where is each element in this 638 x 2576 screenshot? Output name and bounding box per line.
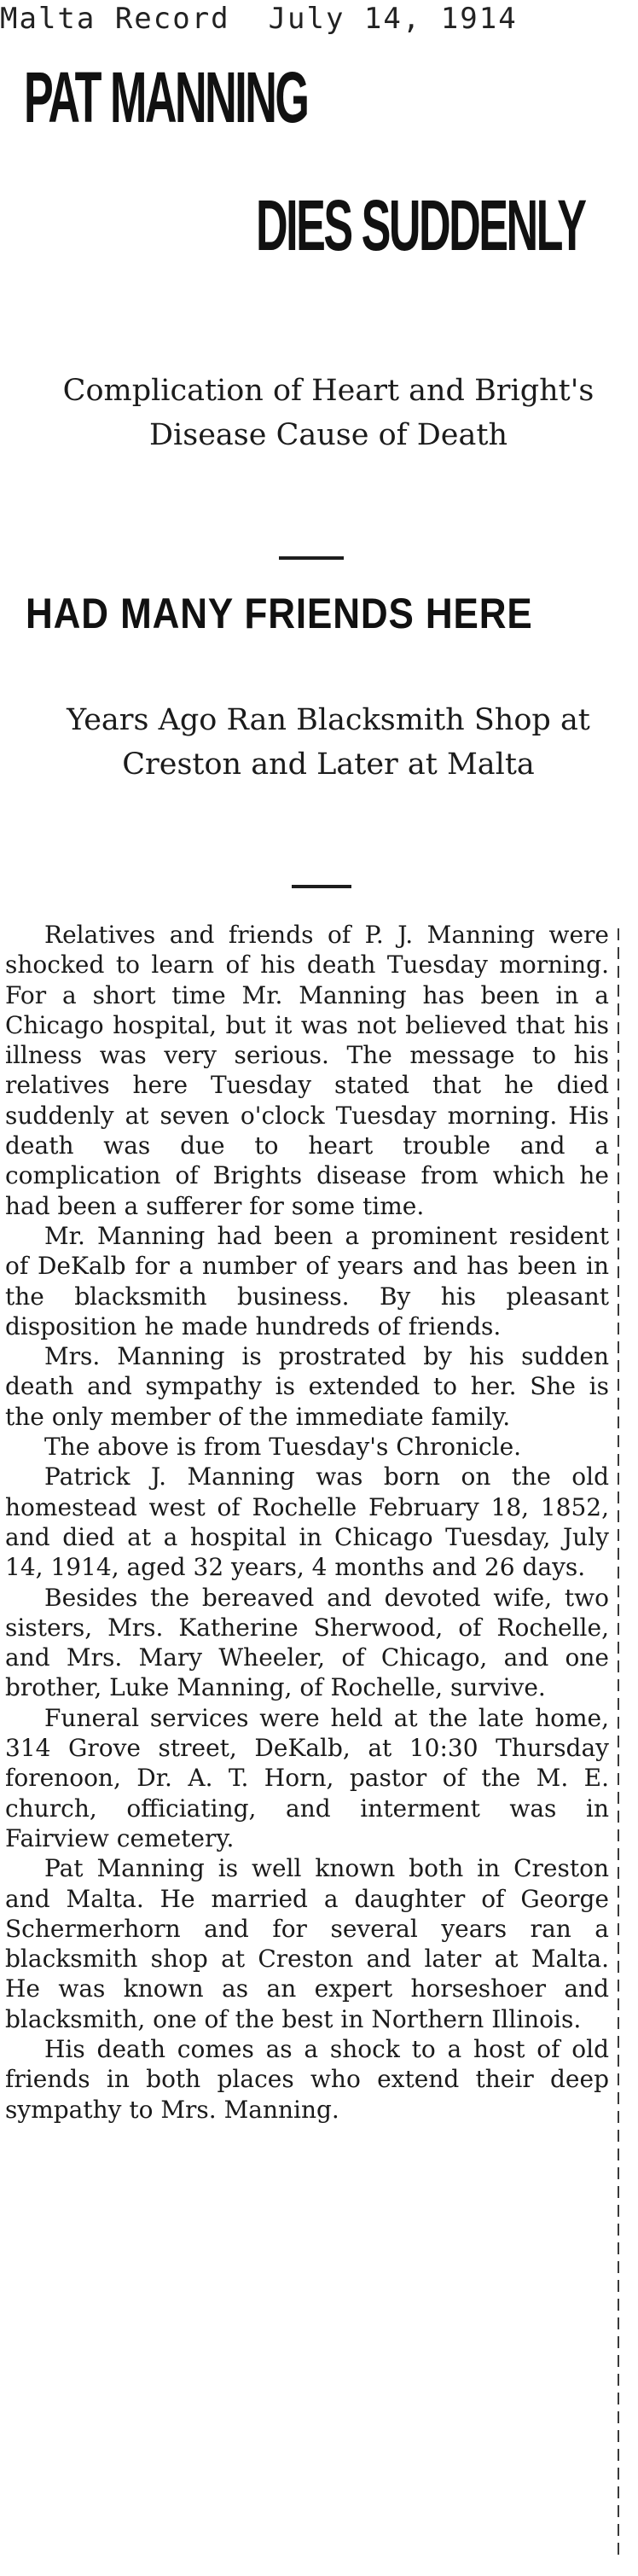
article-paragraph: Funeral services were held at the late home, 314 Grove street, DeKalb, at 10:30 Thursday forenoon, Dr. A. T. Horn, pastor of the M. E. church, officiating, and interment was in Fairview cemetery. <box>5 1703 609 1852</box>
section-divider <box>279 556 344 560</box>
article-paragraph: Mr. Manning had been a prominent resident of DeKalb for a number of years and has been in the blacksmith business. By his pleasant disposition he made hundreds of friends. <box>5 1221 609 1340</box>
article-body <box>5 920 609 2125</box>
article-paragraph: The above is from Tuesday's Chronicle. <box>44 1433 522 1462</box>
headline-line-2: DIES SUDDENLY <box>256 185 585 265</box>
column-rule <box>618 928 619 2558</box>
subheadline-blacksmith-shop: Years Ago Ran Blacksmith Shop at Creston and Later at Malta <box>67 703 590 782</box>
headline-line-1: PAT MANNING <box>24 57 308 137</box>
article-paragraph: Mrs. Manning is prostrated by his sudden death and sympathy is extended to her. She is the only member of the immediate family. <box>5 1342 609 1431</box>
article-paragraph: Besides the bereaved and devoted wife, two sisters, Mrs. Katherine Sherwood, of Rochelle, and Mrs. Mary Wheeler, of Chicago, and one brother, Luke Manning, of Rochelle, survive. <box>5 1583 609 1702</box>
article-paragraph: Relatives and friends of P. J. Manning were shocked to learn of his death Tuesday morning. For a short time Mr. Manning has been in a Chicago hospital, but it was not believed that his illness was very serious. The message to his relatives here Tuesday stated that he died suddenly at seven o'clock Tuesday morning. His death was due to heart trouble and a complication of Brights disease from which he had been a sufferer for some time. <box>5 921 609 1220</box>
article-paragraph: Patrick J. Manning was born on the old homestead west of Rochelle February 18, 1852, and died at a hospital in Chicago Tuesday, July 14, 1914, aged 32 years, 4 months and 26 days. <box>5 1462 609 1582</box>
source-dateline: Malta Record July 14, 1914 <box>0 2 518 36</box>
section-divider <box>292 885 351 888</box>
article-paragraph: His death comes as a shock to a host of old friends in both places who extend their deep sympathy to Mrs. Manning. <box>5 2034 609 2124</box>
subheadline-cause-of-death: Complication of Heart and Bright's Disease Cause of Death <box>62 374 594 452</box>
article-paragraph: Pat Manning is well known both in Creston and Malta. He married a daughter of George Schermerhorn and for several years ran a blacksmith shop at Creston and later at Malta. He was known as an expert horseshoer and blacksmith, one of the best in Northern Illinois. <box>5 1854 609 2033</box>
crosshead-had-many-friends: HAD MANY FRIENDS HERE <box>26 590 533 637</box>
